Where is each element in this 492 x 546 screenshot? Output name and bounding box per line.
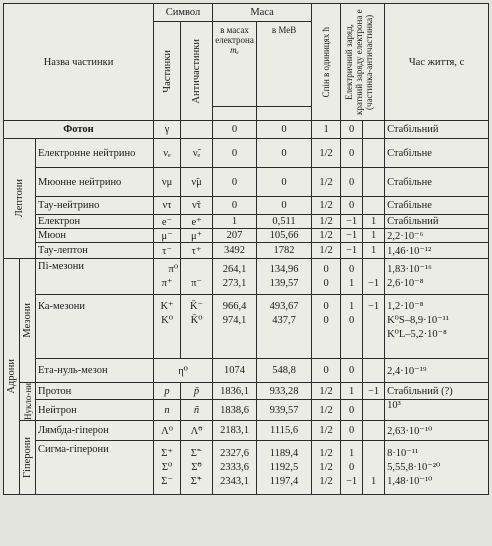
group-hyperons: Гіперони	[20, 421, 36, 495]
header-mass-mev: в МеВ	[257, 22, 312, 107]
group-mesons: Мезони	[20, 259, 36, 383]
group-nucleons: Нукло-ни	[20, 383, 36, 421]
header-particles: Частинки	[154, 22, 181, 121]
header-spin: Спін в одиницях ħ	[312, 4, 341, 121]
row-electron: Електрон e⁻ e⁺ 1 0,511 1/2 −1 1 Стабільний	[4, 215, 489, 229]
header-mass-e: в масах електрона mₑ	[213, 22, 257, 107]
header-symbol: Символ	[154, 4, 213, 22]
header-mass: Маса	[213, 4, 312, 22]
row-nutau: Тау-нейтрино ντ ν̃τ 0 0 1/2 0 Стабільне	[4, 197, 489, 215]
row-pion: Адрони Мезони Пі-мезони π⁰ π⁺ π⁻ 264,1 273,1 134,96 139,57 0 0 0 1 −1 1,83·10⁻¹⁶ 2,6·10⁻⁸	[4, 259, 489, 295]
header-name: Назва частинки	[4, 4, 154, 121]
row-sigma: Сигма-гіперони Σ⁺ Σ⁰ Σ⁻ Σ̃⁻ Σ̃⁰ Σ̃⁺ 2327,6 2333,6 2343,1 1189,4 1192,5 1197,4 1/2 1/2 1/2 1 0 −1 1 8·10⁻¹¹ 5,55,8·10⁻²⁰ 1,48·10⁻¹⁰	[4, 441, 489, 495]
header-antiparticles: Античастинки	[181, 22, 213, 121]
row-nue: Лептони Електронне нейтрино νₑ ν̃ₑ 0 0 1/2 0 Стабільне	[4, 139, 489, 168]
row-tau: Тау-лептон τ⁻ τ⁺ 3492 1782 1/2 −1 1 1,46·10⁻¹²	[4, 243, 489, 259]
header-charge: Електричний заряд, кратний заряду електрона e (частинка-античастинка)	[341, 4, 385, 121]
row-numu: Мюонне нейтрино νμ ν̃μ 0 0 1/2 0 Стабільне	[4, 168, 489, 197]
row-kaon: Ка-мезони K⁺ K⁰ K̄⁻ K̄⁰ 966,4 974,1 493,67 437,7 0 0 1 0 −1 1,2·10⁻⁸ K⁰S–8,9·10⁻¹¹ K⁰L–5,2·10⁻⁸	[4, 295, 489, 359]
row-neutron: Нейтрон n ñ 1838,6 939,57 1/2 0 10³	[4, 400, 489, 421]
row-eta: Ета-нуль-мезон η⁰ 1074 548,8 0 0 2,4·10⁻¹⁹	[4, 359, 489, 383]
group-hadrons: Адрони	[4, 259, 20, 495]
particles-table	[3, 3, 489, 495]
group-leptons: Лептони	[4, 139, 36, 259]
row-muon: Мюон μ⁻ μ⁺ 207 105,66 1/2 −1 1 2,2·10⁻⁶	[4, 229, 489, 243]
header-lifetime: Час життя, с	[385, 4, 489, 121]
row-lambda: Гіперони Лямбда-гіперон Λ⁰ Λ̃⁰ 2183,1 1115,6 1/2 0 2,63·10⁻¹⁰	[4, 421, 489, 441]
row-proton: Нукло-ни Протон p p̃ 1836,1 933,28 1/2 1 −1 Стабільний (?)	[4, 383, 489, 400]
row-photon: Фотон γ 0 0 1 0 Стабільний	[4, 121, 489, 139]
